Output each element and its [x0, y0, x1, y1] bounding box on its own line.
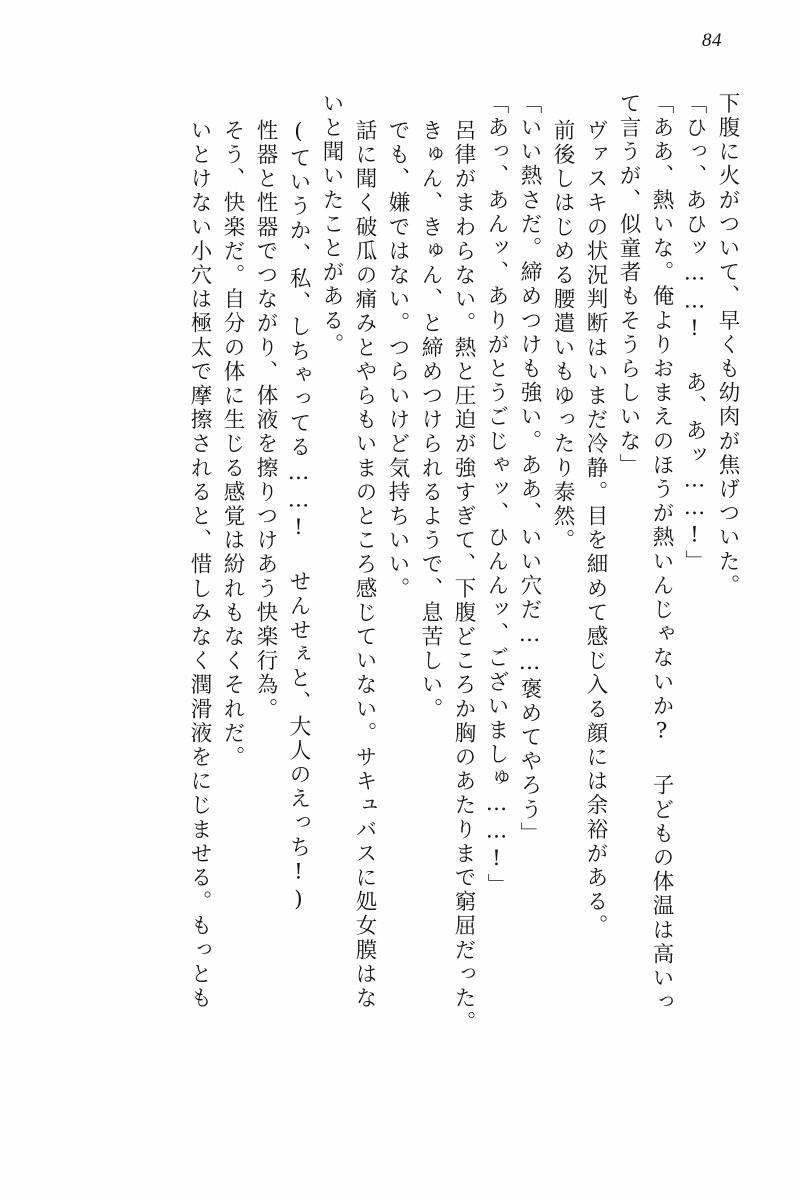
text-line: いと聞いたことがある。 [319, 92, 344, 358]
ruby-annotated-text [352, 119, 377, 1011]
page-number: 84 [702, 30, 722, 51]
text-line: いとけない小穴は極太で摩擦されると、惜しみなく潤滑液をにじませる。もっとも [187, 119, 212, 1011]
text-line: 性器と性器でつながり、体液を擦りつけあう快楽行為。 [253, 119, 278, 722]
text-line: 「あっ、あんッ、ありがとうごじゃッ、ひんんッ、ございましゅ……!」 [484, 92, 509, 898]
text-line: (ていうか、私、しちゃってる……! せんせぇと、大人のえっち!) [286, 119, 311, 915]
text-line: でも、嫌ではない。つらいけど気持ちいい。 [385, 119, 410, 601]
body-text-block [58, 92, 738, 1154]
text-line: そう、快楽だ。自分の体に生じる感覚は紛れもなくそれだ。 [220, 119, 245, 770]
text-line: て言うが、似童者もそうらしいな」 [616, 92, 641, 478]
text-line: きゅん、きゅん、と締めつけられるようで、息苦しい。 [418, 119, 443, 722]
text-line: 話に聞く破瓜の痛みとやらもいまのところ感じていない。サキュバスに処女膜はな [352, 119, 377, 1011]
text-line-with-ruby [342, 92, 375, 1154]
text-line: 「いい熱さだ。締めつけも強い。ああ、いい穴だ……褒めてやろう」 [517, 92, 542, 847]
text-line: ヴァスキの状況判断はいまだ冷静。目を細めて感じ入る顔には余裕がある。 [583, 119, 608, 939]
text-line: 呂律がまわらない。熱と圧迫が強すぎて、下腹どころか胸のあたりまで窮屈だった。 [451, 119, 476, 1035]
text-line: 「ああ、熱いな。俺よりおまえのほうが熱いんじゃないか? 子どもの体温は高いっ [649, 92, 674, 1015]
text-line: 前後しはじめる腰遣いもゆったり泰然。 [550, 119, 575, 553]
text-line: 下腹に火がついて、早くも幼肉が焦げついた。 [715, 92, 740, 599]
text-line: 「ひっ、あひッ……! あ、あッ……!」 [682, 92, 707, 575]
